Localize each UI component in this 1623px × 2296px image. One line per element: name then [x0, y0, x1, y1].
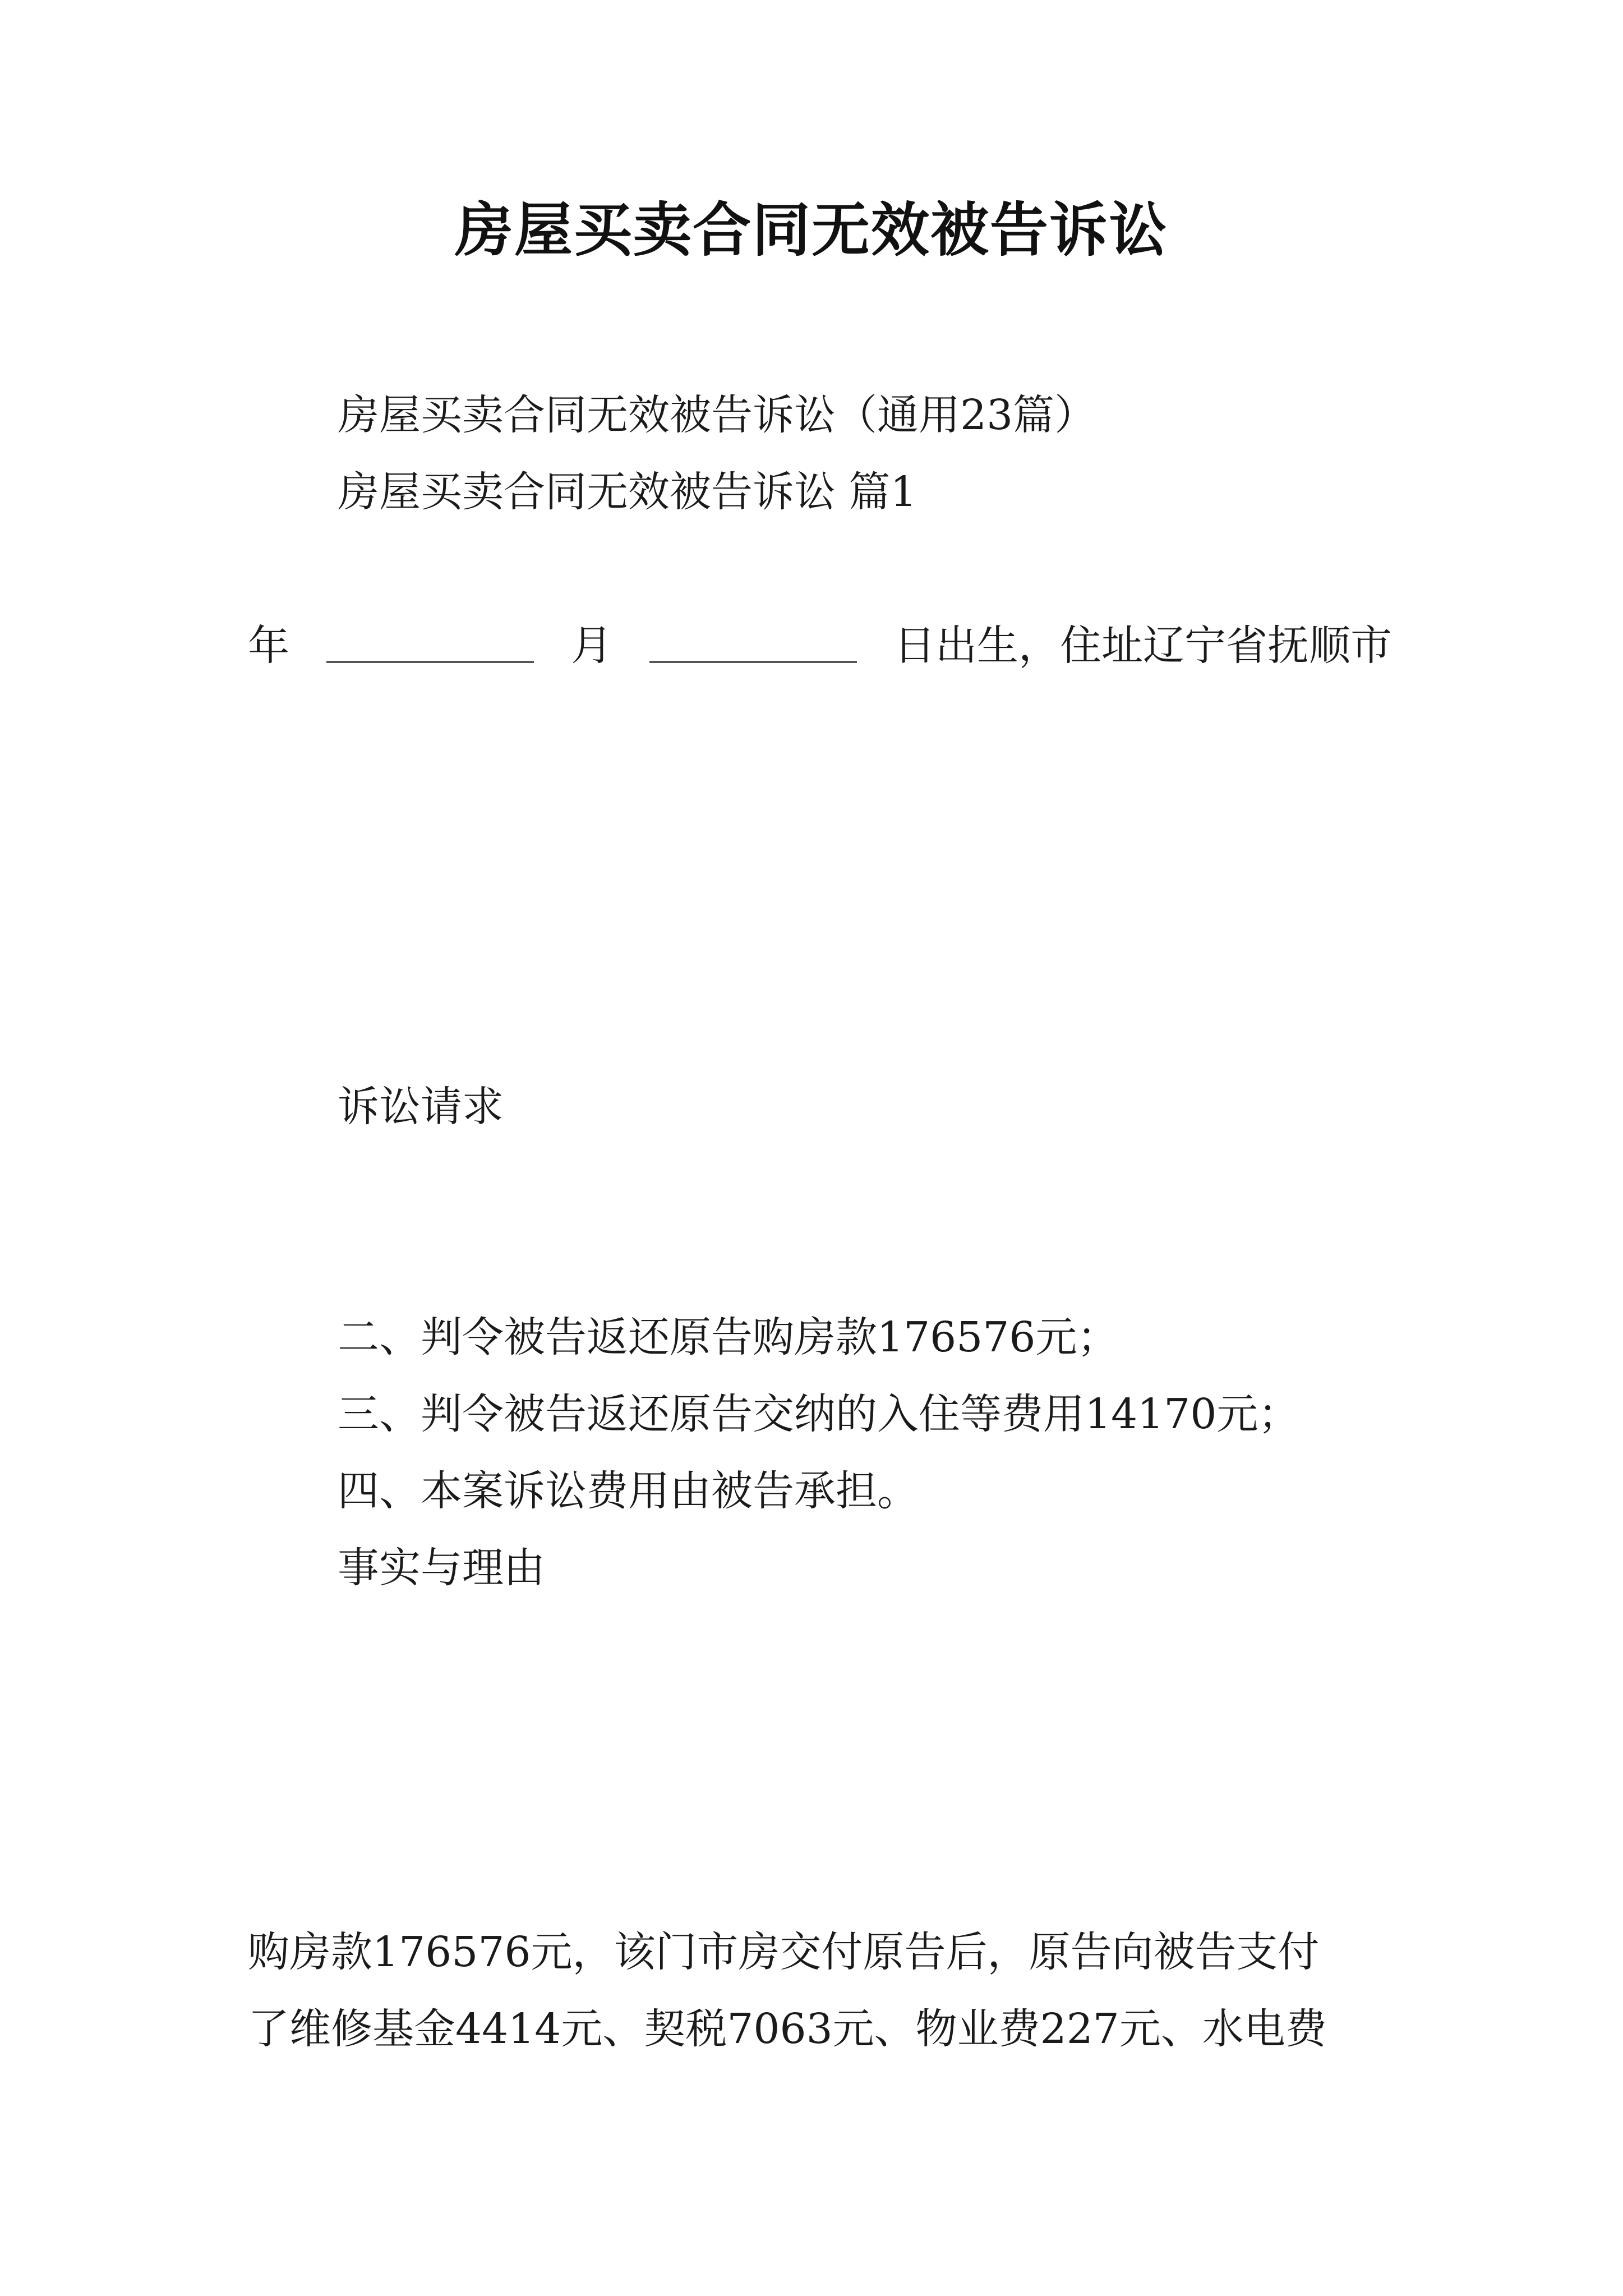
plaintiff-phone-line: [248, 689, 1392, 756]
facts-line-3: [248, 1765, 1392, 1832]
claim-3-line: 三、判令被告返还原告交纳的入住等费用14170元；: [338, 1390, 1300, 1438]
claim-1-line: [338, 1150, 1392, 1217]
legal-rep-phone-line: [248, 996, 1392, 1064]
facts-line-4: [248, 1842, 1392, 1909]
fill-blank: [326, 616, 534, 663]
defendant-line: [338, 766, 1392, 833]
claim-1-continued: [248, 1227, 1392, 1294]
facts-line-1: [338, 1611, 1392, 1678]
subtitle-line: 房屋买卖合同无效被告诉讼（通用23篇）: [338, 391, 1096, 439]
claims-heading: 诉讼请求: [338, 1083, 504, 1131]
document-title: 房屋买卖合同无效被告诉讼: [454, 195, 1168, 264]
plaintiff-birth-line: 年 月 日出生，住址辽宁省抚顺市: [248, 612, 1392, 679]
section-heading: 房屋买卖合同无效被告诉讼 篇1: [338, 468, 917, 516]
facts-line-2: [248, 1688, 1392, 1755]
fill-blank: [649, 616, 857, 663]
claim-4-line: 四、本案诉讼费用由被告承担。: [338, 1467, 919, 1515]
facts-heading: 事实与理由: [338, 1544, 545, 1592]
legal-rep-line: [248, 919, 1392, 987]
defendant-address-line: [248, 843, 1392, 910]
facts-line-5: 购房款176576元，该门市房交付原告后，原告向被告支付: [248, 1928, 1320, 1976]
facts-line-6: 了维修基金4414元、契税7063元、物业费227元、水电费: [248, 2005, 1327, 2053]
claim-2-line: 二、判令被告返还原告购房款176576元；: [338, 1313, 1119, 1361]
plaintiff-line: [338, 535, 1392, 602]
